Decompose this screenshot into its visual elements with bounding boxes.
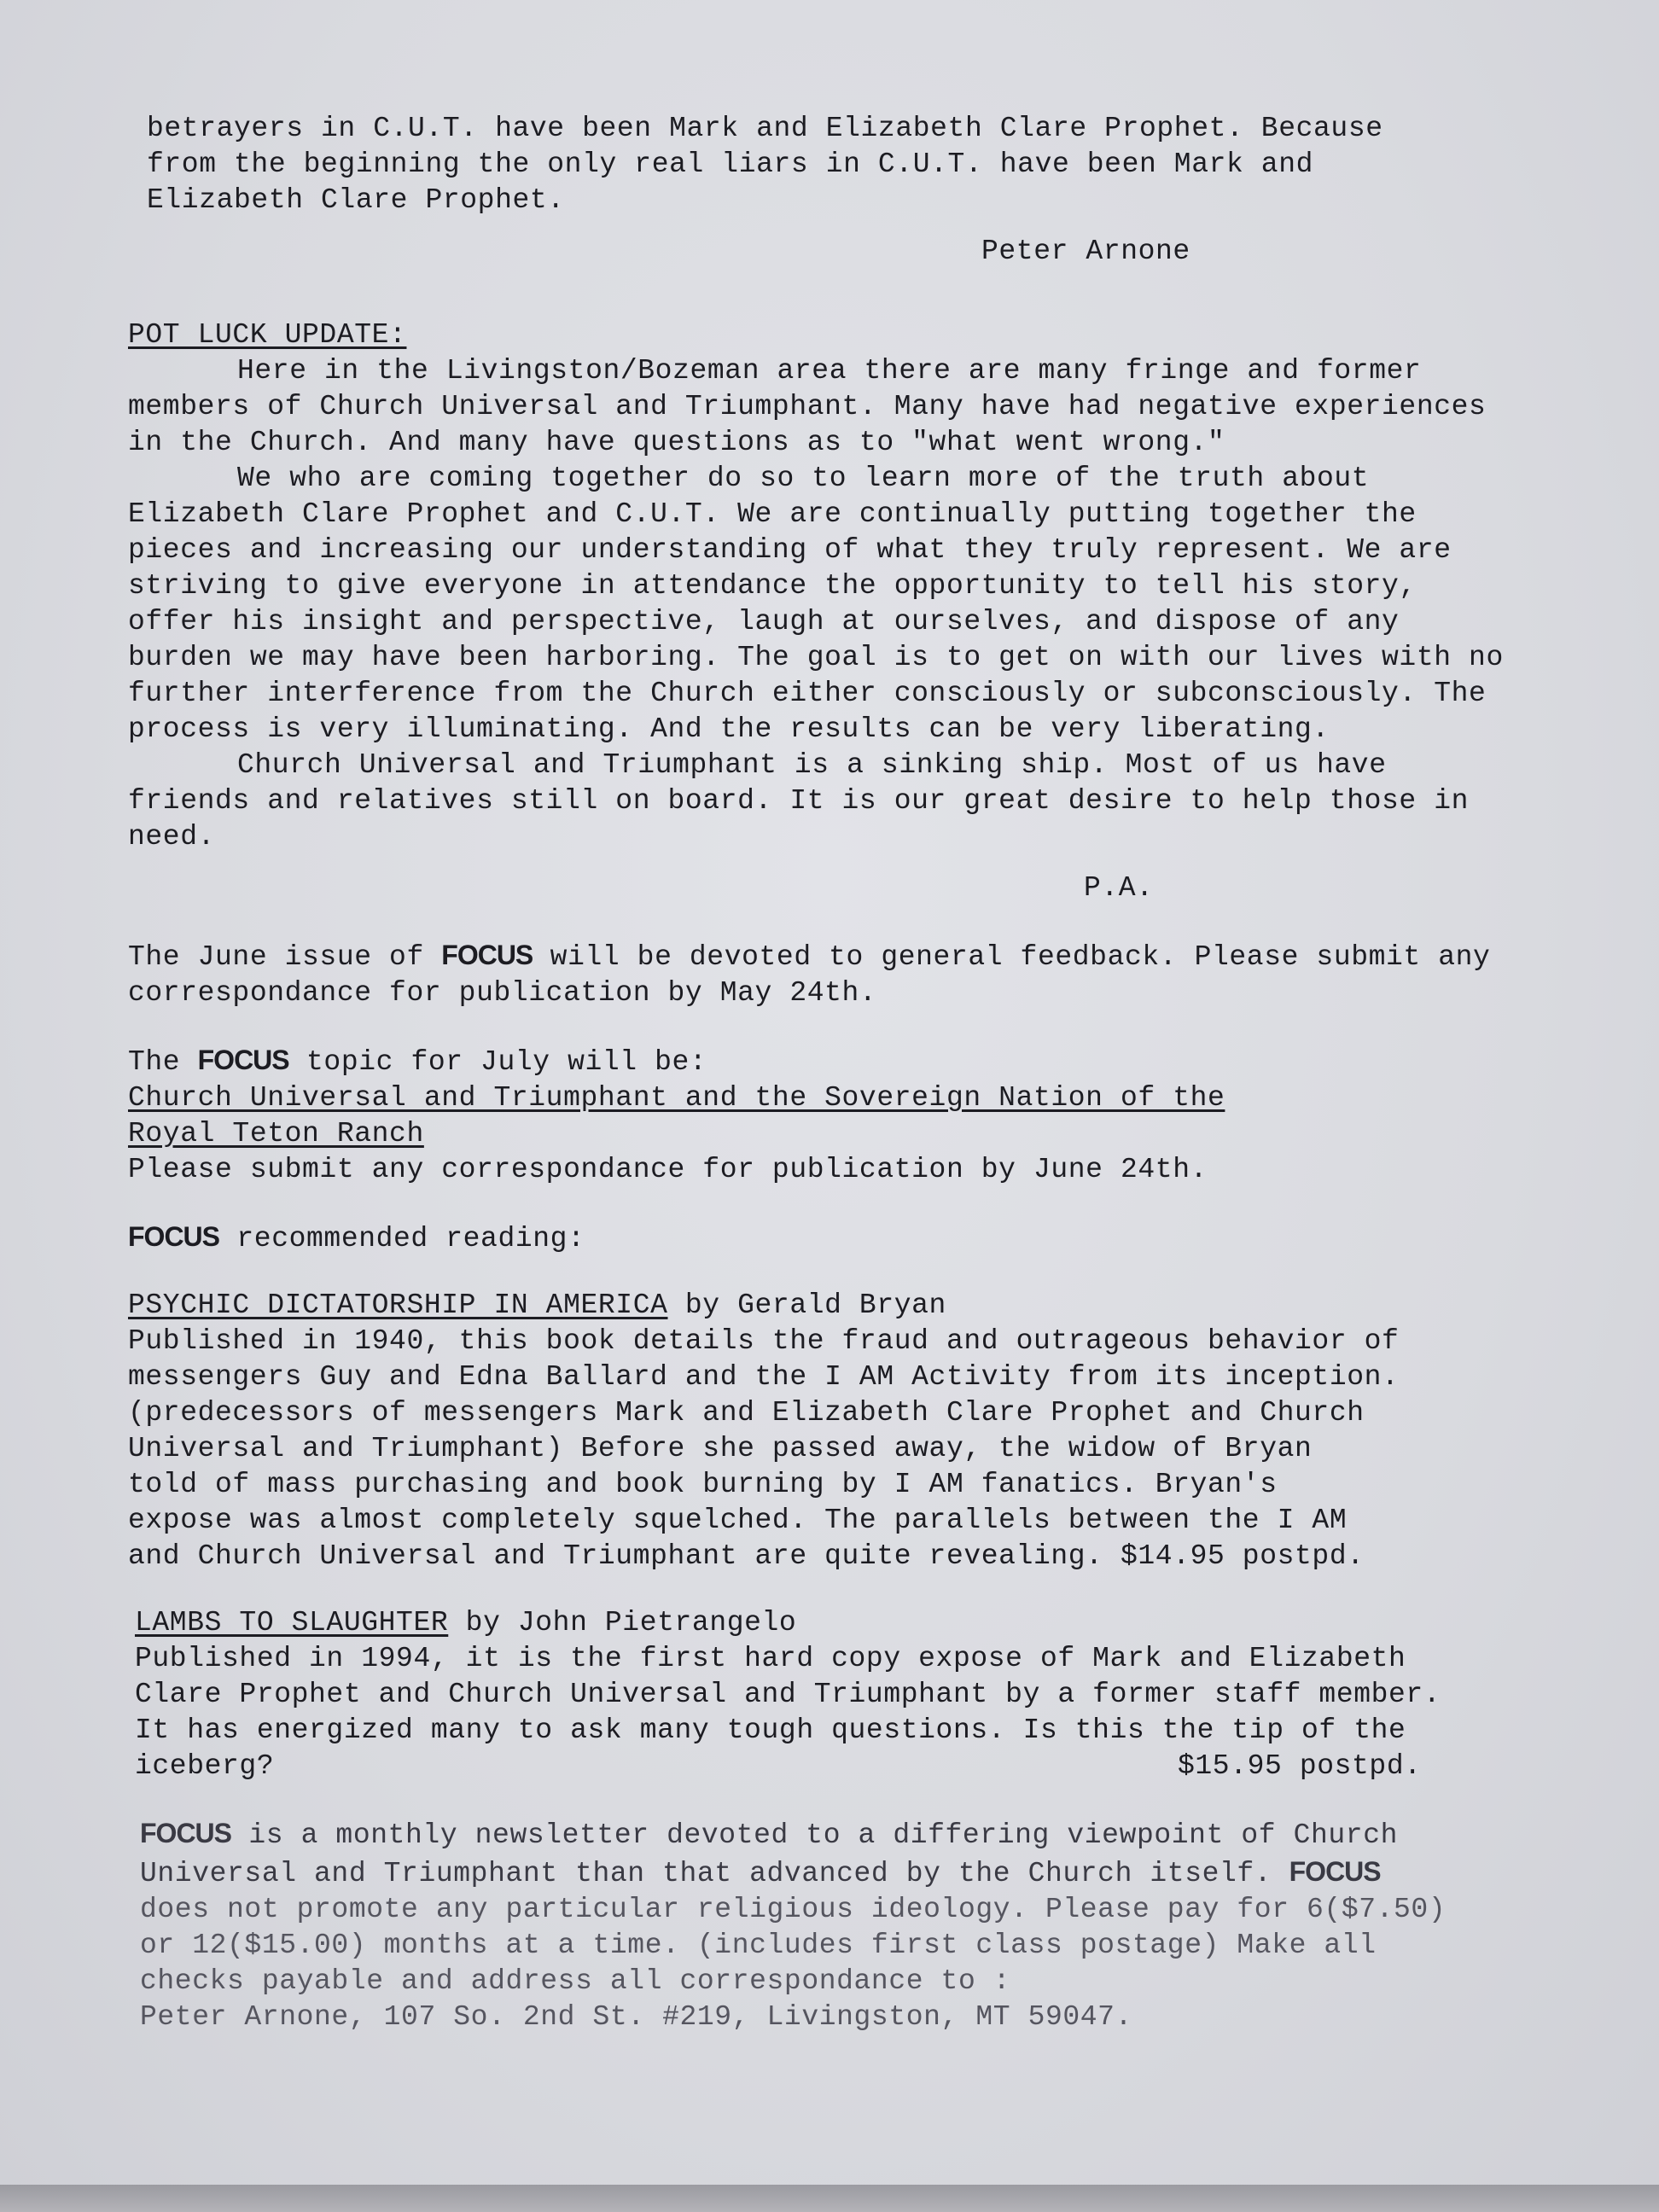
- text-line: (predecessors of messengers Mark and Elizabeth Clare Prophet and Church: [128, 1397, 1365, 1429]
- book-price: $15.95 postpd.: [1178, 1750, 1422, 1782]
- text-line: told of mass purchasing and book burning by I AM fanatics. Bryan's: [128, 1469, 1278, 1500]
- text-line: Published in 1940, this book details the fraud and outrageous behavior of: [128, 1325, 1400, 1357]
- footer-line: [140, 1854, 1519, 1892]
- text-line: Clare Prophet and Church Universal and Triumphant by a former staff member.: [135, 1679, 1441, 1710]
- text-line-with-price: [135, 1749, 1519, 1784]
- pot-luck-heading: POT LUCK UPDATE:: [128, 319, 407, 351]
- july-pre: The: [128, 1046, 198, 1078]
- signature-peter-arnone: Peter Arnone: [981, 236, 1190, 267]
- book-entry-lambs-to-slaughter: [128, 1605, 1519, 1784]
- july-post: topic for July will be:: [288, 1046, 707, 1078]
- text-line: Universal and Triumphant) Before she passed away, the widow of Bryan: [128, 1433, 1313, 1464]
- signature-pa: P.A.: [1084, 872, 1154, 904]
- pot-luck-paragraph-2: We who are coming together do so to learn more of the truth about Elizabeth Clare Prophet and C.U.T. We are continually putting together the pieces and increasing our understanding of what they truly represent. We are striving to give everyone in attendance the opportunity to tell his story, offer his insight and perspective, laugh at ourselves, and dispose of any burden we may have been harboring. The goal is to get on with our lives with no further interference from the Church either consciously or subconsciously. The process is very illuminating. And the results can be very liberating.: [128, 463, 1504, 745]
- pot-luck-paragraph-1: Here in the Livingston/Bozeman area there are many fringe and former members of Church Universal and Triumphant. Many have had negative experiences in the Church. And many have questions as to "what went wrong.": [128, 355, 1487, 458]
- footer-line: does not promote any particular religious ideology. Please pay for 6($7.50): [140, 1894, 1447, 1925]
- recommended-reading-heading: [128, 1219, 1519, 1257]
- text-line: iceberg?: [135, 1750, 275, 1782]
- focus-brand: FOCUS: [140, 1818, 231, 1848]
- focus-brand: FOCUS: [441, 940, 533, 970]
- footer-address: Peter Arnone, 107 So. 2nd St. #219, Livingston, MT 59047.: [140, 2001, 1132, 2033]
- footer-line: checks payable and address all correspondance to :: [140, 1965, 1011, 1997]
- focus-brand: FOCUS: [128, 1221, 219, 1252]
- text-line: betrayers in C.U.T. have been Mark and Elizabeth Clare Prophet. Because: [147, 113, 1383, 144]
- footer-line: [140, 1815, 1519, 1854]
- footer-text: Universal and Triumphant than that advanced by the Church itself.: [140, 1858, 1289, 1889]
- book-title: LAMBS TO SLAUGHTER: [135, 1607, 449, 1639]
- book-author: by John Pietrangelo: [448, 1607, 797, 1639]
- book-entry-psychic-dictatorship: [128, 1288, 1519, 1575]
- top-paragraph: [128, 111, 1519, 218]
- focus-brand: FOCUS: [1289, 1856, 1381, 1887]
- text-line: expose was almost completely squelched. The parallels between the I AM: [128, 1505, 1348, 1536]
- july-submit-notice: Please submit any correspondance for publication by June 24th.: [128, 1154, 1208, 1185]
- newsletter-footer: [128, 1815, 1519, 2035]
- focus-brand: FOCUS: [197, 1045, 289, 1075]
- page-content: [128, 111, 1519, 2035]
- table-edge: [0, 2185, 1659, 2212]
- book-author: by Gerald Bryan: [667, 1289, 946, 1321]
- july-topic-title-line-2: Royal Teton Ranch: [128, 1118, 424, 1150]
- text-line: from the beginning the only real liars in C.U.T. have been Mark and: [147, 148, 1314, 180]
- book-title-line: [135, 1605, 1519, 1641]
- book-title: PSYCHIC DICTATORSHIP IN AMERICA: [128, 1289, 668, 1321]
- book-title-line: [128, 1288, 1519, 1324]
- footer-text: is a monthly newsletter devoted to a differing viewpoint of Church: [231, 1819, 1399, 1851]
- text-line: Elizabeth Clare Prophet.: [147, 184, 565, 216]
- text-line: It has energized many to ask many tough questions. Is this the tip of the: [135, 1714, 1406, 1746]
- june-post: will be devoted to general feedback. Please submit any correspondance for publication by May 24th.: [128, 941, 1491, 1009]
- june-issue-notice: [128, 937, 1519, 1011]
- july-topic-title-line-1: Church Universal and Triumphant and the Sovereign Nation of the: [128, 1082, 1225, 1114]
- july-topic-intro: [128, 1042, 1519, 1080]
- recommended-post: recommended reading:: [219, 1223, 585, 1254]
- text-line: and Church Universal and Triumphant are quite revealing. $14.95 postpd.: [128, 1540, 1365, 1572]
- june-pre: The June issue of: [128, 941, 442, 973]
- text-line: Published in 1994, it is the first hard copy expose of Mark and Elizabeth: [135, 1643, 1406, 1674]
- text-line: messengers Guy and Edna Ballard and the I AM Activity from its inception.: [128, 1361, 1400, 1393]
- pot-luck-paragraph-3: Church Universal and Triumphant is a sinking ship. Most of us have friends and relatives still on board. It is our great desire to help those in need.: [128, 749, 1470, 853]
- footer-line: or 12($15.00) months at a time. (includes first class postage) Make all: [140, 1930, 1377, 1961]
